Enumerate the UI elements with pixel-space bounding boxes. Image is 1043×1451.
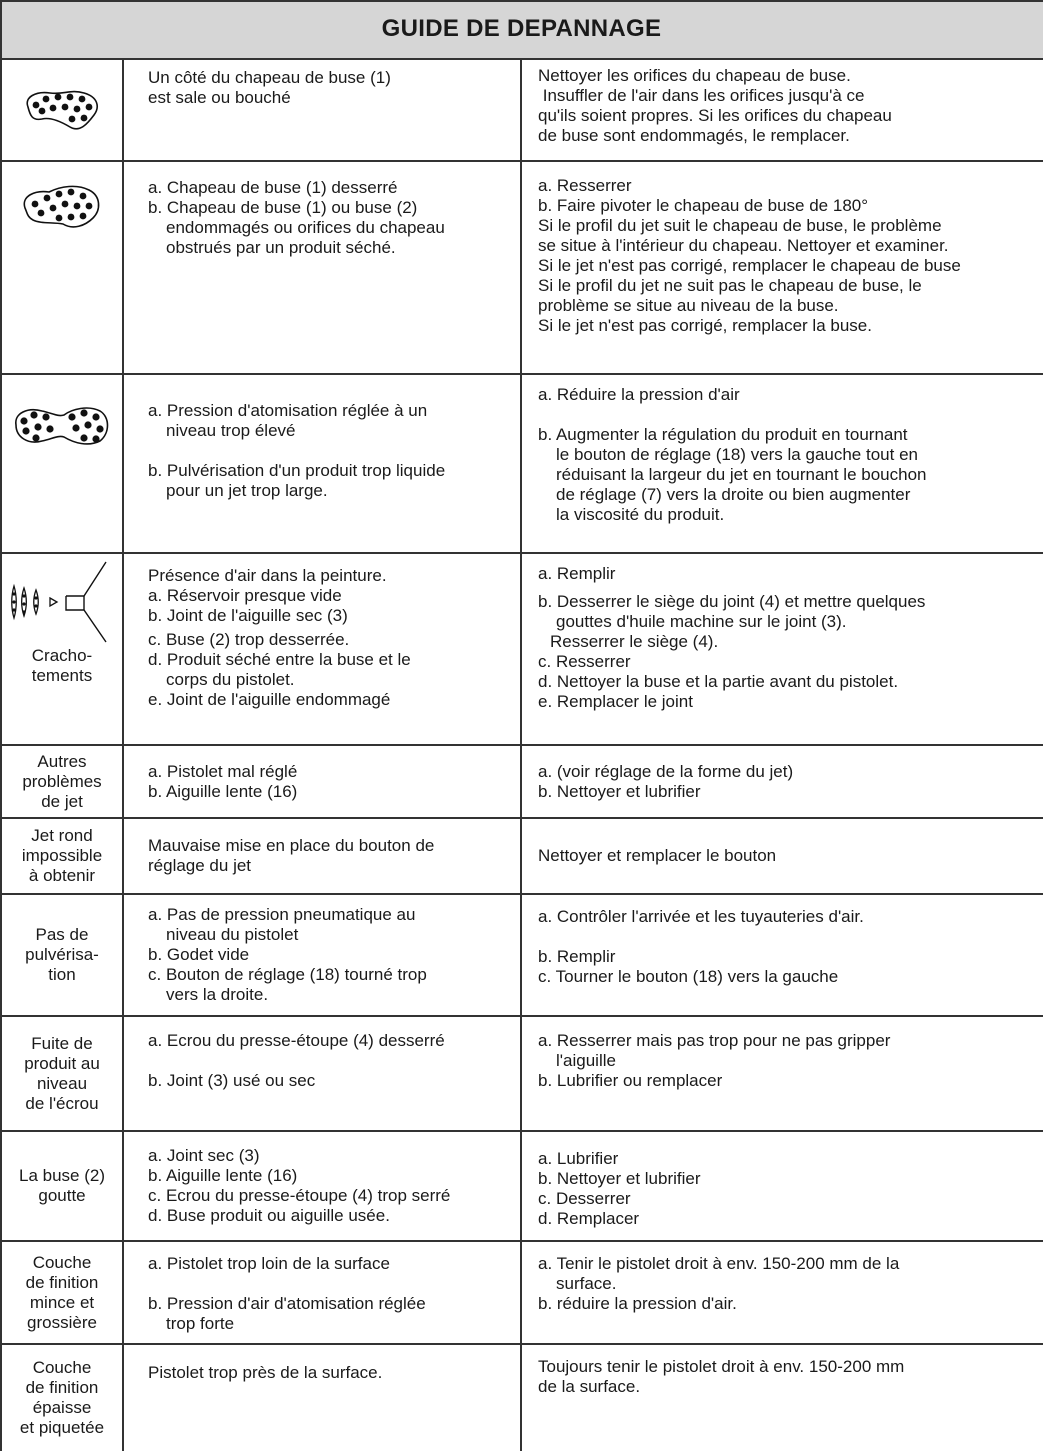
remedy-line: b. réduire la pression d'air. bbox=[538, 1294, 737, 1313]
cause-line: e. Joint de l'aiguille endommagé bbox=[148, 690, 391, 709]
remedy-cell bbox=[522, 746, 1043, 817]
cause-cell bbox=[124, 60, 520, 160]
problem-label: Jet rond impossible à obtenir bbox=[21, 826, 103, 885]
cause-line: Un côté du chapeau de buse (1) bbox=[148, 68, 391, 87]
cause-line: pour un jet trop large. bbox=[166, 481, 328, 500]
cause-line: obstrués par un produit séché. bbox=[166, 238, 396, 257]
cause-line: c. Buse (2) trop desserrée. bbox=[148, 630, 350, 649]
problem-cell bbox=[2, 1017, 122, 1130]
remedy-line: Si le profil du jet ne suit pas le chapeau de buse, le bbox=[538, 276, 922, 295]
remedy-line: Insuffler de l'air dans les orifices jusqu'à ce bbox=[538, 86, 865, 105]
cause-cell bbox=[124, 375, 520, 552]
remedy-line: b. Lubrifier ou remplacer bbox=[538, 1071, 723, 1090]
cause-line: c. Bouton de réglage (18) tourné trop bbox=[148, 965, 427, 984]
problem-cell bbox=[2, 1345, 122, 1451]
cause-cell bbox=[124, 895, 520, 1015]
problem-label: Pas de pulvérisa- tion bbox=[25, 925, 99, 984]
remedy-line: a. Lubrifier bbox=[538, 1149, 619, 1168]
spray-pattern-split-icon bbox=[12, 401, 112, 451]
remedy-line: b. Remplir bbox=[538, 947, 616, 966]
problem-cell bbox=[2, 819, 122, 893]
cause-line: b. Joint (3) usé ou sec bbox=[148, 1071, 316, 1090]
remedy-line: b. Nettoyer et lubrifier bbox=[538, 781, 701, 801]
cause-cell bbox=[124, 1132, 520, 1240]
remedy-line: a. Resserrer bbox=[538, 176, 632, 195]
cause-line: niveau trop élevé bbox=[166, 421, 296, 440]
cause-line: corps du pistolet. bbox=[166, 670, 295, 689]
remedy-line: Si le jet n'est pas corrigé, remplacer le chapeau de buse bbox=[538, 256, 961, 275]
remedy-line: a. Remplir bbox=[538, 564, 616, 583]
cause-line: b. Chapeau de buse (1) ou buse (2) bbox=[148, 198, 418, 217]
cause-line: a. Pistolet trop loin de la surface bbox=[148, 1254, 390, 1273]
spray-pattern-crescent-icon bbox=[19, 182, 105, 232]
remedy-cell bbox=[522, 1132, 1043, 1240]
cause-line: b. Pression d'air d'atomisation réglée bbox=[148, 1294, 426, 1313]
table-border-top bbox=[0, 0, 1043, 2]
remedy-line: qu'ils soient propres. Si les orifices du chapeau bbox=[538, 106, 892, 125]
cause-line: d. Buse produit ou aiguille usée. bbox=[148, 1206, 390, 1225]
cause-line: Mauvaise mise en place du bouton de bbox=[148, 836, 435, 855]
remedy-line: b. Augmenter la régulation du produit en tournant bbox=[538, 425, 908, 444]
remedy-line: de réglage (7) vers la droite ou bien augmenter bbox=[556, 485, 911, 504]
remedy-line: a. Contrôler l'arrivée et les tuyauteries d'air. bbox=[538, 907, 864, 926]
cause-line: b. Joint de l'aiguille sec (3) bbox=[148, 606, 348, 625]
remedy-line: Si le jet n'est pas corrigé, remplacer la buse. bbox=[538, 316, 872, 335]
remedy-line: la viscosité du produit. bbox=[556, 505, 725, 524]
problem-label: La buse (2) goutte bbox=[19, 1166, 105, 1205]
cause-line: a. Ecrou du presse-étoupe (4) desserré bbox=[148, 1031, 445, 1050]
remedy-line: a. Tenir le pistolet droit à env. 150-200 mm de la bbox=[538, 1254, 900, 1273]
spray-pattern-one-side-icon bbox=[22, 87, 102, 133]
remedy-line: e. Remplacer le joint bbox=[538, 692, 693, 711]
cause-line: a. Chapeau de buse (1) desserré bbox=[148, 178, 398, 197]
remedy-line: Si le profil du jet suit le chapeau de buse, le problème bbox=[538, 216, 942, 235]
cause-cell bbox=[124, 162, 520, 373]
cause-line: endommagés ou orifices du chapeau bbox=[166, 218, 445, 237]
problem-label: Couche de finition mince et grossière bbox=[25, 1252, 99, 1332]
problem-cell bbox=[2, 554, 122, 744]
cause-line: Présence d'air dans la peinture. bbox=[148, 566, 387, 585]
remedy-line: Toujours tenir le pistolet droit à env. 150-200 mm bbox=[538, 1357, 905, 1376]
remedy-line: a. Resserrer mais pas trop pour ne pas gripper bbox=[538, 1031, 891, 1050]
cause-line: niveau du pistolet bbox=[166, 925, 299, 944]
remedy-line: c. Resserrer bbox=[538, 652, 631, 671]
page-title: GUIDE DE DEPANNAGE bbox=[0, 0, 1043, 58]
remedy-cell bbox=[522, 375, 1043, 552]
remedy-line: de la surface. bbox=[538, 1377, 641, 1396]
cause-cell bbox=[124, 819, 520, 893]
cause-line: est sale ou bouché bbox=[148, 88, 291, 107]
remedy-line: d. Remplacer bbox=[538, 1209, 640, 1228]
cause-line: b. Pulvérisation d'un produit trop liquide bbox=[148, 461, 446, 480]
cause-line: a. Joint sec (3) bbox=[148, 1146, 260, 1165]
remedy-line: surface. bbox=[556, 1274, 617, 1293]
remedy-cell bbox=[522, 1017, 1043, 1130]
cause-line: b. Godet vide bbox=[148, 945, 250, 964]
remedy-line: réduisant la largeur du jet en tournant le bouchon bbox=[556, 465, 927, 484]
cause-line: a. Pas de pression pneumatique au bbox=[148, 905, 416, 924]
remedy-line: gouttes d'huile machine sur le joint (3). bbox=[556, 612, 847, 631]
problem-cell bbox=[2, 895, 122, 1015]
remedy-cell bbox=[522, 60, 1043, 160]
cause-line: a. Réservoir presque vide bbox=[148, 586, 342, 605]
remedy-line: problème se situe au niveau de la buse. bbox=[538, 296, 839, 315]
remedy-line: b. Faire pivoter le chapeau de buse de 180° bbox=[538, 196, 869, 215]
remedy-line: de buse sont endommagés, le remplacer. bbox=[538, 126, 850, 145]
problem-cell bbox=[2, 1242, 122, 1343]
problem-cell bbox=[2, 746, 122, 817]
cause-line: c. Ecrou du presse-étoupe (4) trop serré bbox=[148, 1186, 451, 1205]
remedy-line: a. (voir réglage de la forme du jet) bbox=[538, 761, 794, 781]
cause-line: b. Aiguille lente (16) bbox=[148, 781, 298, 801]
remedy-cell bbox=[522, 554, 1043, 744]
remedy-cell bbox=[522, 1242, 1043, 1343]
remedy-line: se situe à l'intérieur du chapeau. Nettoyer et examiner. bbox=[538, 236, 949, 255]
remedy-line: le bouton de réglage (18) vers la gauche tout en bbox=[556, 445, 918, 464]
cause-line: Pistolet trop près de la surface. bbox=[148, 1363, 383, 1382]
problem-label: Cracho- tements bbox=[31, 646, 93, 685]
problem-cell bbox=[2, 1132, 122, 1240]
remedy-cell bbox=[522, 1345, 1043, 1451]
cause-line: b. Aiguille lente (16) bbox=[148, 1166, 298, 1185]
cause-line: a. Pistolet mal réglé bbox=[148, 761, 298, 781]
cause-cell bbox=[124, 1345, 520, 1451]
remedy-cell bbox=[522, 819, 1043, 893]
remedy-line: b. Desserrer le siège du joint (4) et mettre quelques bbox=[538, 592, 926, 611]
cause-line: trop forte bbox=[166, 1314, 235, 1333]
remedy-line: Nettoyer et remplacer le bouton bbox=[538, 846, 777, 865]
cause-cell bbox=[124, 746, 520, 817]
remedy-line: l'aiguille bbox=[556, 1051, 616, 1070]
problem-label: Couche de finition épaisse et piquetée bbox=[19, 1358, 105, 1437]
cause-line: a. Pression d'atomisation réglée à un bbox=[148, 401, 428, 420]
spray-spitting-icon bbox=[6, 560, 118, 644]
cause-line: d. Produit séché entre la buse et le bbox=[148, 650, 411, 669]
remedy-cell bbox=[522, 162, 1043, 373]
remedy-line: c. Desserrer bbox=[538, 1189, 631, 1208]
remedy-line: Resserrer le siège (4). bbox=[550, 632, 719, 651]
remedy-cell bbox=[522, 895, 1043, 1015]
problem-label: Fuite de produit au niveau de l'écrou bbox=[24, 1033, 100, 1113]
problem-cell bbox=[2, 162, 122, 373]
problem-label: Autres problèmes de jet bbox=[22, 751, 102, 811]
remedy-line: a. Réduire la pression d'air bbox=[538, 385, 740, 404]
cause-line: vers la droite. bbox=[166, 985, 269, 1004]
remedy-line: Nettoyer les orifices du chapeau de buse. bbox=[538, 66, 851, 85]
problem-cell bbox=[2, 60, 122, 160]
remedy-line: c. Tourner le bouton (18) vers la gauche bbox=[538, 967, 839, 986]
cause-cell bbox=[124, 1242, 520, 1343]
problem-cell bbox=[2, 375, 122, 552]
remedy-line: b. Nettoyer et lubrifier bbox=[538, 1169, 701, 1188]
remedy-line: d. Nettoyer la buse et la partie avant du pistolet. bbox=[538, 672, 899, 691]
cause-cell bbox=[124, 554, 520, 744]
cause-cell bbox=[124, 1017, 520, 1130]
cause-line: réglage du jet bbox=[148, 856, 252, 875]
